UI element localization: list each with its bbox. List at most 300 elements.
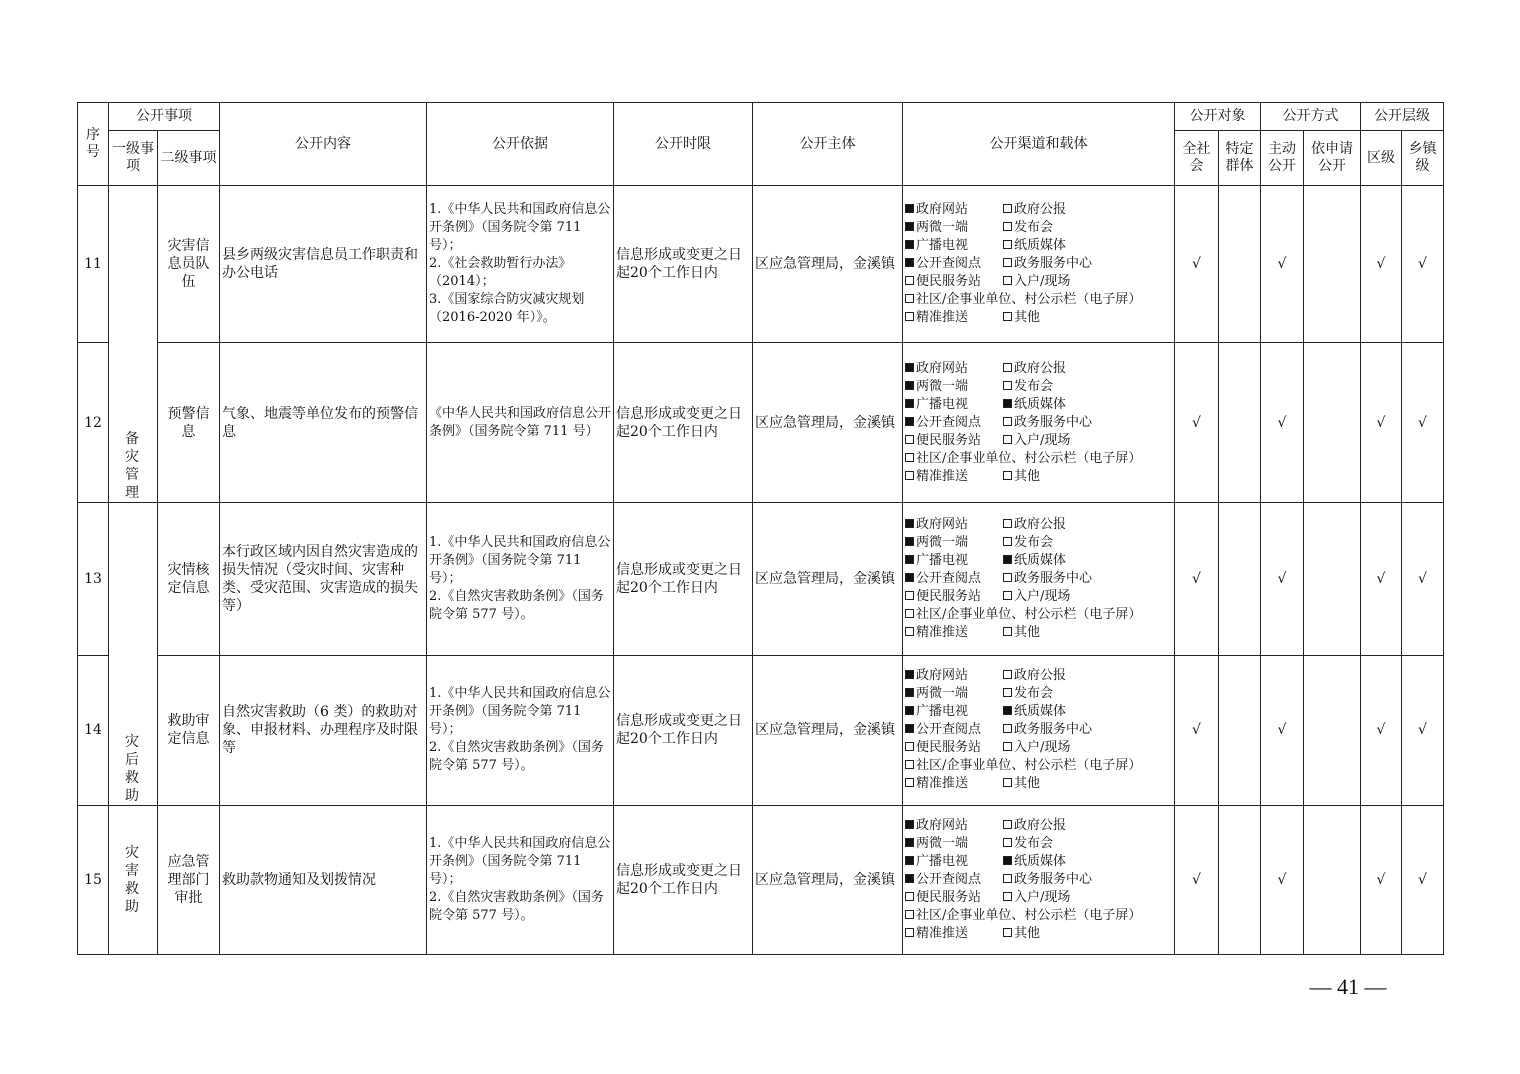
channel-label: 广播电视	[916, 704, 969, 720]
channel-label: 政府公报	[1014, 668, 1067, 684]
channel-line	[905, 291, 1172, 309]
subject-cell: 区应急管理局，金溪镇	[753, 186, 903, 343]
checked-box-icon	[905, 417, 914, 426]
unchecked-box-icon	[1003, 519, 1012, 528]
channel-label: 两微一端	[916, 835, 969, 851]
check-target-specific	[1219, 805, 1261, 954]
channel-line	[905, 516, 1172, 534]
channel-label: 广播电视	[916, 553, 969, 568]
channel-option-household	[1003, 588, 1070, 606]
channel-label: 其他	[1014, 625, 1041, 640]
header-target-group: 公开对象	[1175, 103, 1261, 131]
unchecked-box-icon	[1003, 670, 1012, 679]
channel-option-other	[1003, 468, 1040, 486]
channel-label: 政务服务中心	[1014, 571, 1093, 586]
channel-option-two_wei	[905, 835, 1003, 853]
table-row	[78, 655, 1444, 805]
check-target-all: √	[1175, 655, 1219, 805]
level2-item: 灾害信息员队伍	[158, 186, 220, 343]
channel-label: 发布会	[1014, 835, 1054, 851]
check-active: √	[1261, 805, 1304, 954]
channel-line	[905, 889, 1172, 907]
unchecked-box-icon	[1003, 435, 1012, 444]
check-district: √	[1361, 805, 1402, 954]
channel-line	[905, 588, 1172, 606]
header-channel: 公开渠道和载体	[903, 103, 1175, 186]
channel-option-household	[1003, 739, 1070, 757]
checked-box-icon	[905, 537, 914, 546]
check-town: √	[1402, 655, 1444, 805]
channel-line	[905, 757, 1172, 775]
channel-label: 广播电视	[916, 238, 969, 254]
channel-label: 精准推送	[916, 310, 969, 326]
channel-option-gov_gazette	[1003, 516, 1066, 534]
channel-line	[905, 237, 1172, 255]
channel-label: 入户/现场	[1014, 274, 1071, 290]
unchecked-box-icon	[905, 471, 914, 480]
table-row	[78, 503, 1444, 655]
checked-box-icon	[905, 204, 914, 213]
channel-line	[905, 360, 1172, 378]
channel-line	[905, 414, 1172, 432]
channel-option-public_read	[905, 414, 1003, 432]
channel-option-gov_gazette	[1003, 817, 1066, 835]
checked-box-icon	[905, 381, 914, 390]
channel-label: 发布会	[1014, 686, 1054, 702]
channel-label: 公开查阅点	[916, 414, 982, 430]
unchecked-box-icon	[1003, 381, 1012, 390]
channel-option-community	[905, 291, 1141, 309]
checked-box-icon	[905, 222, 914, 231]
channel-option-household	[1003, 889, 1070, 907]
channel-option-public_read	[905, 570, 1003, 588]
unchecked-box-icon	[1003, 204, 1012, 213]
basis-line: 2.《自然灾害救助条例》（国务院令第 577 号）。	[429, 589, 604, 622]
unchecked-box-icon	[1003, 363, 1012, 372]
row-seq: 14	[78, 655, 109, 805]
channel-option-community	[905, 606, 1141, 624]
unchecked-box-icon	[1003, 312, 1012, 321]
channel-option-other	[1003, 925, 1040, 943]
basis-line: 1.《中华人民共和国政府信息公开条例》（国务院令第 711 号）；	[429, 202, 611, 254]
check-town: √	[1402, 343, 1444, 503]
check-district: √	[1361, 343, 1402, 503]
channel-option-precise	[905, 624, 1003, 642]
channel-label: 纸质媒体	[1014, 853, 1067, 869]
checked-box-icon	[905, 555, 914, 564]
channel-option-gov_service	[1003, 871, 1092, 889]
checked-box-icon	[905, 363, 914, 372]
channel-option-press_conf	[1003, 219, 1053, 237]
check-apply	[1304, 503, 1361, 655]
check-target-specific	[1219, 343, 1261, 503]
row-seq: 15	[78, 805, 109, 954]
channel-label: 社区/企事业单位、村公示栏（电子屏）	[916, 907, 1142, 923]
channel-line	[905, 570, 1172, 588]
unchecked-box-icon	[1003, 874, 1012, 883]
channel-line	[905, 703, 1172, 721]
channel-label: 发布会	[1014, 220, 1054, 236]
check-apply	[1304, 343, 1361, 503]
channel-line	[905, 775, 1172, 793]
channel-label: 便民服务站	[916, 740, 982, 756]
channel-option-two_wei	[905, 378, 1003, 396]
level2-item: 应急管理部门审批	[158, 805, 220, 954]
deadline-cell: 信息形成或变更之日起20个工作日内	[614, 655, 753, 805]
unchecked-box-icon	[905, 892, 914, 901]
channel-option-community	[905, 757, 1141, 775]
checked-box-icon	[905, 820, 914, 829]
channel-option-radio_tv	[905, 237, 1003, 255]
unchecked-box-icon	[1003, 240, 1012, 249]
channel-option-gov_site	[905, 817, 1003, 835]
check-active: √	[1261, 343, 1304, 503]
channel-label: 社区/企事业单位、村公示栏（电子屏）	[916, 758, 1142, 774]
channel-option-two_wei	[905, 685, 1003, 703]
channel-label: 公开查阅点	[916, 722, 982, 738]
channel-option-gov_site	[905, 667, 1003, 685]
unchecked-box-icon	[905, 609, 914, 618]
unchecked-box-icon	[1003, 417, 1012, 426]
channel-option-gov_service	[1003, 570, 1092, 588]
content-cell: 本行政区域内因自然灾害造成的损失情况（受灾时间、灾害种类、受灾范围、灾害造成的损失等）	[220, 503, 427, 655]
channel-label: 政府网站	[916, 668, 969, 684]
basis-line: 2.《社会救助暂行办法》（2014）；	[429, 256, 572, 290]
unchecked-box-icon	[1003, 573, 1012, 582]
channel-cell	[903, 186, 1175, 343]
channel-line	[905, 255, 1172, 273]
unchecked-box-icon	[905, 928, 914, 937]
header-level2: 二级事项	[158, 131, 220, 186]
channel-line	[905, 685, 1172, 703]
channel-line	[905, 871, 1172, 889]
channel-label: 纸质媒体	[1014, 553, 1067, 568]
row-seq: 13	[78, 503, 109, 655]
channel-label: 政府网站	[916, 360, 969, 376]
channel-label: 社区/企事业单位、村公示栏（电子屏）	[916, 450, 1142, 466]
header-method-apply: 依申请公开	[1304, 131, 1361, 186]
level2-item: 救助审定信息	[158, 655, 220, 805]
channel-option-gov_gazette	[1003, 667, 1066, 685]
check-active: √	[1261, 503, 1304, 655]
header-target-specific: 特定群体	[1219, 131, 1261, 186]
channel-label: 入户/现场	[1014, 589, 1071, 604]
channel-label: 便民服务站	[916, 889, 982, 905]
unchecked-box-icon	[1003, 471, 1012, 480]
header-level-town: 乡镇级	[1402, 131, 1444, 186]
channel-line	[905, 219, 1172, 237]
channel-label: 其他	[1014, 925, 1041, 941]
deadline-cell: 信息形成或变更之日起20个工作日内	[614, 343, 753, 503]
checked-box-icon	[905, 838, 914, 847]
header-content: 公开内容	[220, 103, 427, 186]
channel-cell	[903, 343, 1175, 503]
channel-label: 其他	[1014, 310, 1041, 326]
content-cell: 气象、地震等单位发布的预警信息	[220, 343, 427, 503]
table-body	[78, 186, 1444, 955]
channel-option-conv_station	[905, 273, 1003, 291]
checked-box-icon	[905, 856, 914, 865]
channel-label: 精准推送	[916, 776, 969, 792]
channel-label: 政府公报	[1014, 817, 1067, 833]
channel-option-precise	[905, 775, 1003, 793]
check-active: √	[1261, 655, 1304, 805]
basis-cell	[427, 186, 614, 343]
basis-line: 1.《中华人民共和国政府信息公开条例》（国务院令第 711 号）；	[429, 686, 611, 738]
channel-option-radio_tv	[905, 552, 1003, 570]
unchecked-box-icon	[1003, 928, 1012, 937]
checked-box-icon	[905, 240, 914, 249]
content-cell: 县乡两级灾害信息员工作职责和办公电话	[220, 186, 427, 343]
channel-option-gov_gazette	[1003, 201, 1066, 219]
channel-option-radio_tv	[905, 853, 1003, 871]
basis-cell	[427, 503, 614, 655]
check-target-specific	[1219, 503, 1261, 655]
channel-option-public_read	[905, 255, 1003, 273]
channel-option-gov_gazette	[1003, 360, 1066, 378]
channel-option-other	[1003, 775, 1040, 793]
channel-label: 两微一端	[916, 686, 969, 702]
channel-label: 两微一端	[916, 378, 969, 394]
check-district: √	[1361, 186, 1402, 343]
checked-box-icon	[1003, 399, 1012, 408]
checked-box-icon	[905, 706, 914, 715]
channel-option-conv_station	[905, 432, 1003, 450]
channel-option-paper	[1003, 703, 1066, 721]
channel-option-conv_station	[905, 889, 1003, 907]
check-target-specific	[1219, 655, 1261, 805]
basis-cell	[427, 343, 614, 503]
table-row	[78, 186, 1444, 343]
channel-label: 政府网站	[916, 817, 969, 833]
level1-item: 灾害救助	[109, 805, 158, 954]
channel-label: 入户/现场	[1014, 740, 1071, 756]
check-target-all: √	[1175, 186, 1219, 343]
channel-option-radio_tv	[905, 703, 1003, 721]
channel-label: 广播电视	[916, 396, 969, 412]
checked-box-icon	[905, 573, 914, 582]
header-basis: 公开依据	[427, 103, 614, 186]
basis-cell	[427, 655, 614, 805]
channel-option-paper	[1003, 853, 1066, 871]
unchecked-box-icon	[1003, 724, 1012, 733]
content-cell: 自然灾害救助（6 类）的救助对象、申报材料、办理程序及时限等	[220, 655, 427, 805]
unchecked-box-icon	[1003, 742, 1012, 751]
channel-option-community	[905, 907, 1141, 925]
header-target-all: 全社会	[1175, 131, 1219, 186]
unchecked-box-icon	[1003, 258, 1012, 267]
unchecked-box-icon	[905, 435, 914, 444]
header-deadline: 公开时限	[614, 103, 753, 186]
channel-label: 广播电视	[916, 853, 969, 869]
channel-option-press_conf	[1003, 685, 1053, 703]
header-level1: 一级事项	[109, 131, 158, 186]
channel-label: 其他	[1014, 468, 1041, 484]
channel-option-gov_site	[905, 516, 1003, 534]
basis-line: 《中华人民共和国政府信息公开条例》（国务院令第 711 号）	[429, 405, 612, 439]
subject-cell: 区应急管理局，金溪镇	[753, 343, 903, 503]
unchecked-box-icon	[905, 591, 914, 600]
channel-label: 发布会	[1014, 378, 1054, 394]
channel-label: 入户/现场	[1014, 889, 1071, 905]
basis-line: 1.《中华人民共和国政府信息公开条例》（国务院令第 711 号）；	[429, 535, 611, 586]
header-level-district: 区级	[1361, 131, 1402, 186]
channel-label: 政府网站	[916, 517, 969, 532]
header-method-group: 公开方式	[1261, 103, 1361, 131]
channel-option-gov_site	[905, 201, 1003, 219]
check-apply	[1304, 805, 1361, 954]
level1-item: 灾后救助	[109, 503, 158, 805]
check-target-all: √	[1175, 503, 1219, 655]
unchecked-box-icon	[905, 627, 914, 636]
channel-line	[905, 378, 1172, 396]
channel-cell	[903, 655, 1175, 805]
channel-label: 公开查阅点	[916, 571, 982, 586]
channel-label: 社区/企事业单位、村公示栏（电子屏）	[916, 607, 1142, 622]
check-town: √	[1402, 503, 1444, 655]
channel-option-paper	[1003, 237, 1066, 255]
content-cell: 救助款物通知及划拨情况	[220, 805, 427, 954]
channel-label: 纸质媒体	[1014, 396, 1067, 412]
channel-option-public_read	[905, 871, 1003, 889]
channel-line	[905, 309, 1172, 327]
channel-option-conv_station	[905, 588, 1003, 606]
header-level-group: 公开层级	[1361, 103, 1444, 131]
channel-label: 便民服务站	[916, 432, 982, 448]
unchecked-box-icon	[1003, 276, 1012, 285]
check-district: √	[1361, 503, 1402, 655]
channel-label: 公开查阅点	[916, 256, 982, 272]
channel-option-community	[905, 450, 1141, 468]
check-target-specific	[1219, 186, 1261, 343]
unchecked-box-icon	[1003, 591, 1012, 600]
unchecked-box-icon	[905, 294, 914, 303]
channel-line	[905, 835, 1172, 853]
channel-label: 政府公报	[1014, 517, 1067, 532]
channel-option-gov_service	[1003, 255, 1092, 273]
basis-cell	[427, 805, 614, 954]
check-town: √	[1402, 186, 1444, 343]
unchecked-box-icon	[1003, 627, 1012, 636]
checked-box-icon	[1003, 706, 1012, 715]
check-target-all: √	[1175, 343, 1219, 503]
channel-label: 精准推送	[916, 925, 969, 941]
channel-option-public_read	[905, 721, 1003, 739]
channel-label: 政府网站	[916, 202, 969, 218]
unchecked-box-icon	[1003, 222, 1012, 231]
channel-option-other	[1003, 624, 1040, 642]
channel-option-paper	[1003, 396, 1066, 414]
unchecked-box-icon	[905, 276, 914, 285]
channel-line	[905, 907, 1172, 925]
header-method-active: 主动公开	[1261, 131, 1304, 186]
channel-label: 其他	[1014, 776, 1041, 792]
channel-line	[905, 201, 1172, 219]
channel-label: 纸质媒体	[1014, 238, 1067, 254]
channel-line	[905, 450, 1172, 468]
channel-option-precise	[905, 309, 1003, 327]
channel-line	[905, 721, 1172, 739]
check-target-all: √	[1175, 805, 1219, 954]
unchecked-box-icon	[1003, 778, 1012, 787]
channel-label: 政府公报	[1014, 360, 1067, 376]
channel-label: 政务服务中心	[1014, 414, 1093, 430]
channel-line	[905, 432, 1172, 450]
unchecked-box-icon	[905, 760, 914, 769]
row-seq: 11	[78, 186, 109, 343]
channel-line	[905, 817, 1172, 835]
checked-box-icon	[905, 724, 914, 733]
channel-label: 公开查阅点	[916, 871, 982, 887]
channel-option-two_wei	[905, 219, 1003, 237]
channel-line	[905, 273, 1172, 291]
basis-line: 2.《自然灾害救助条例》（国务院令第 577 号）。	[429, 740, 604, 774]
check-apply	[1304, 186, 1361, 343]
channel-option-household	[1003, 273, 1070, 291]
header-seq: 序号	[78, 103, 109, 186]
channel-option-conv_station	[905, 739, 1003, 757]
unchecked-box-icon	[1003, 688, 1012, 697]
row-seq: 12	[78, 343, 109, 503]
channel-label: 政务服务中心	[1014, 256, 1093, 272]
channel-label: 便民服务站	[916, 274, 982, 290]
checked-box-icon	[905, 688, 914, 697]
channel-option-precise	[905, 468, 1003, 486]
basis-line: 2.《自然灾害救助条例》（国务院令第 577 号）。	[429, 889, 604, 923]
level2-item: 灾情核定信息	[158, 503, 220, 655]
checked-box-icon	[905, 399, 914, 408]
channel-line	[905, 925, 1172, 943]
check-apply	[1304, 655, 1361, 805]
unchecked-box-icon	[905, 453, 914, 462]
unchecked-box-icon	[1003, 892, 1012, 901]
disclosure-table	[77, 102, 1444, 955]
unchecked-box-icon	[1003, 820, 1012, 829]
checked-box-icon	[905, 874, 914, 883]
channel-option-gov_site	[905, 360, 1003, 378]
channel-cell	[903, 503, 1175, 655]
channel-label: 两微一端	[916, 535, 969, 550]
table-row	[78, 805, 1444, 954]
channel-line	[905, 468, 1172, 486]
channel-label: 政务服务中心	[1014, 722, 1093, 738]
channel-line	[905, 739, 1172, 757]
channel-option-radio_tv	[905, 396, 1003, 414]
channel-label: 精准推送	[916, 625, 969, 640]
channel-line	[905, 534, 1172, 552]
channel-label: 社区/企事业单位、村公示栏（电子屏）	[916, 292, 1142, 308]
unchecked-box-icon	[905, 312, 914, 321]
checked-box-icon	[1003, 856, 1012, 865]
basis-line: 1.《中华人民共和国政府信息公开条例》（国务院令第 711 号）；	[429, 835, 611, 887]
page-number: — 41 —	[1309, 974, 1387, 999]
channel-label: 纸质媒体	[1014, 704, 1067, 720]
deadline-cell: 信息形成或变更之日起20个工作日内	[614, 805, 753, 954]
basis-line: 3.《国家综合防灾减灾规划（2016-2020 年）》。	[429, 292, 585, 326]
channel-option-other	[1003, 309, 1040, 327]
channel-label: 发布会	[1014, 535, 1054, 550]
channel-cell	[903, 805, 1175, 954]
unchecked-box-icon	[1003, 838, 1012, 847]
check-town: √	[1402, 805, 1444, 954]
channel-line	[905, 853, 1172, 871]
channel-option-press_conf	[1003, 835, 1053, 853]
channel-option-gov_service	[1003, 414, 1092, 432]
channel-label: 政务服务中心	[1014, 871, 1093, 887]
deadline-cell: 信息形成或变更之日起20个工作日内	[614, 503, 753, 655]
checked-box-icon	[905, 519, 914, 528]
checked-box-icon	[905, 258, 914, 267]
